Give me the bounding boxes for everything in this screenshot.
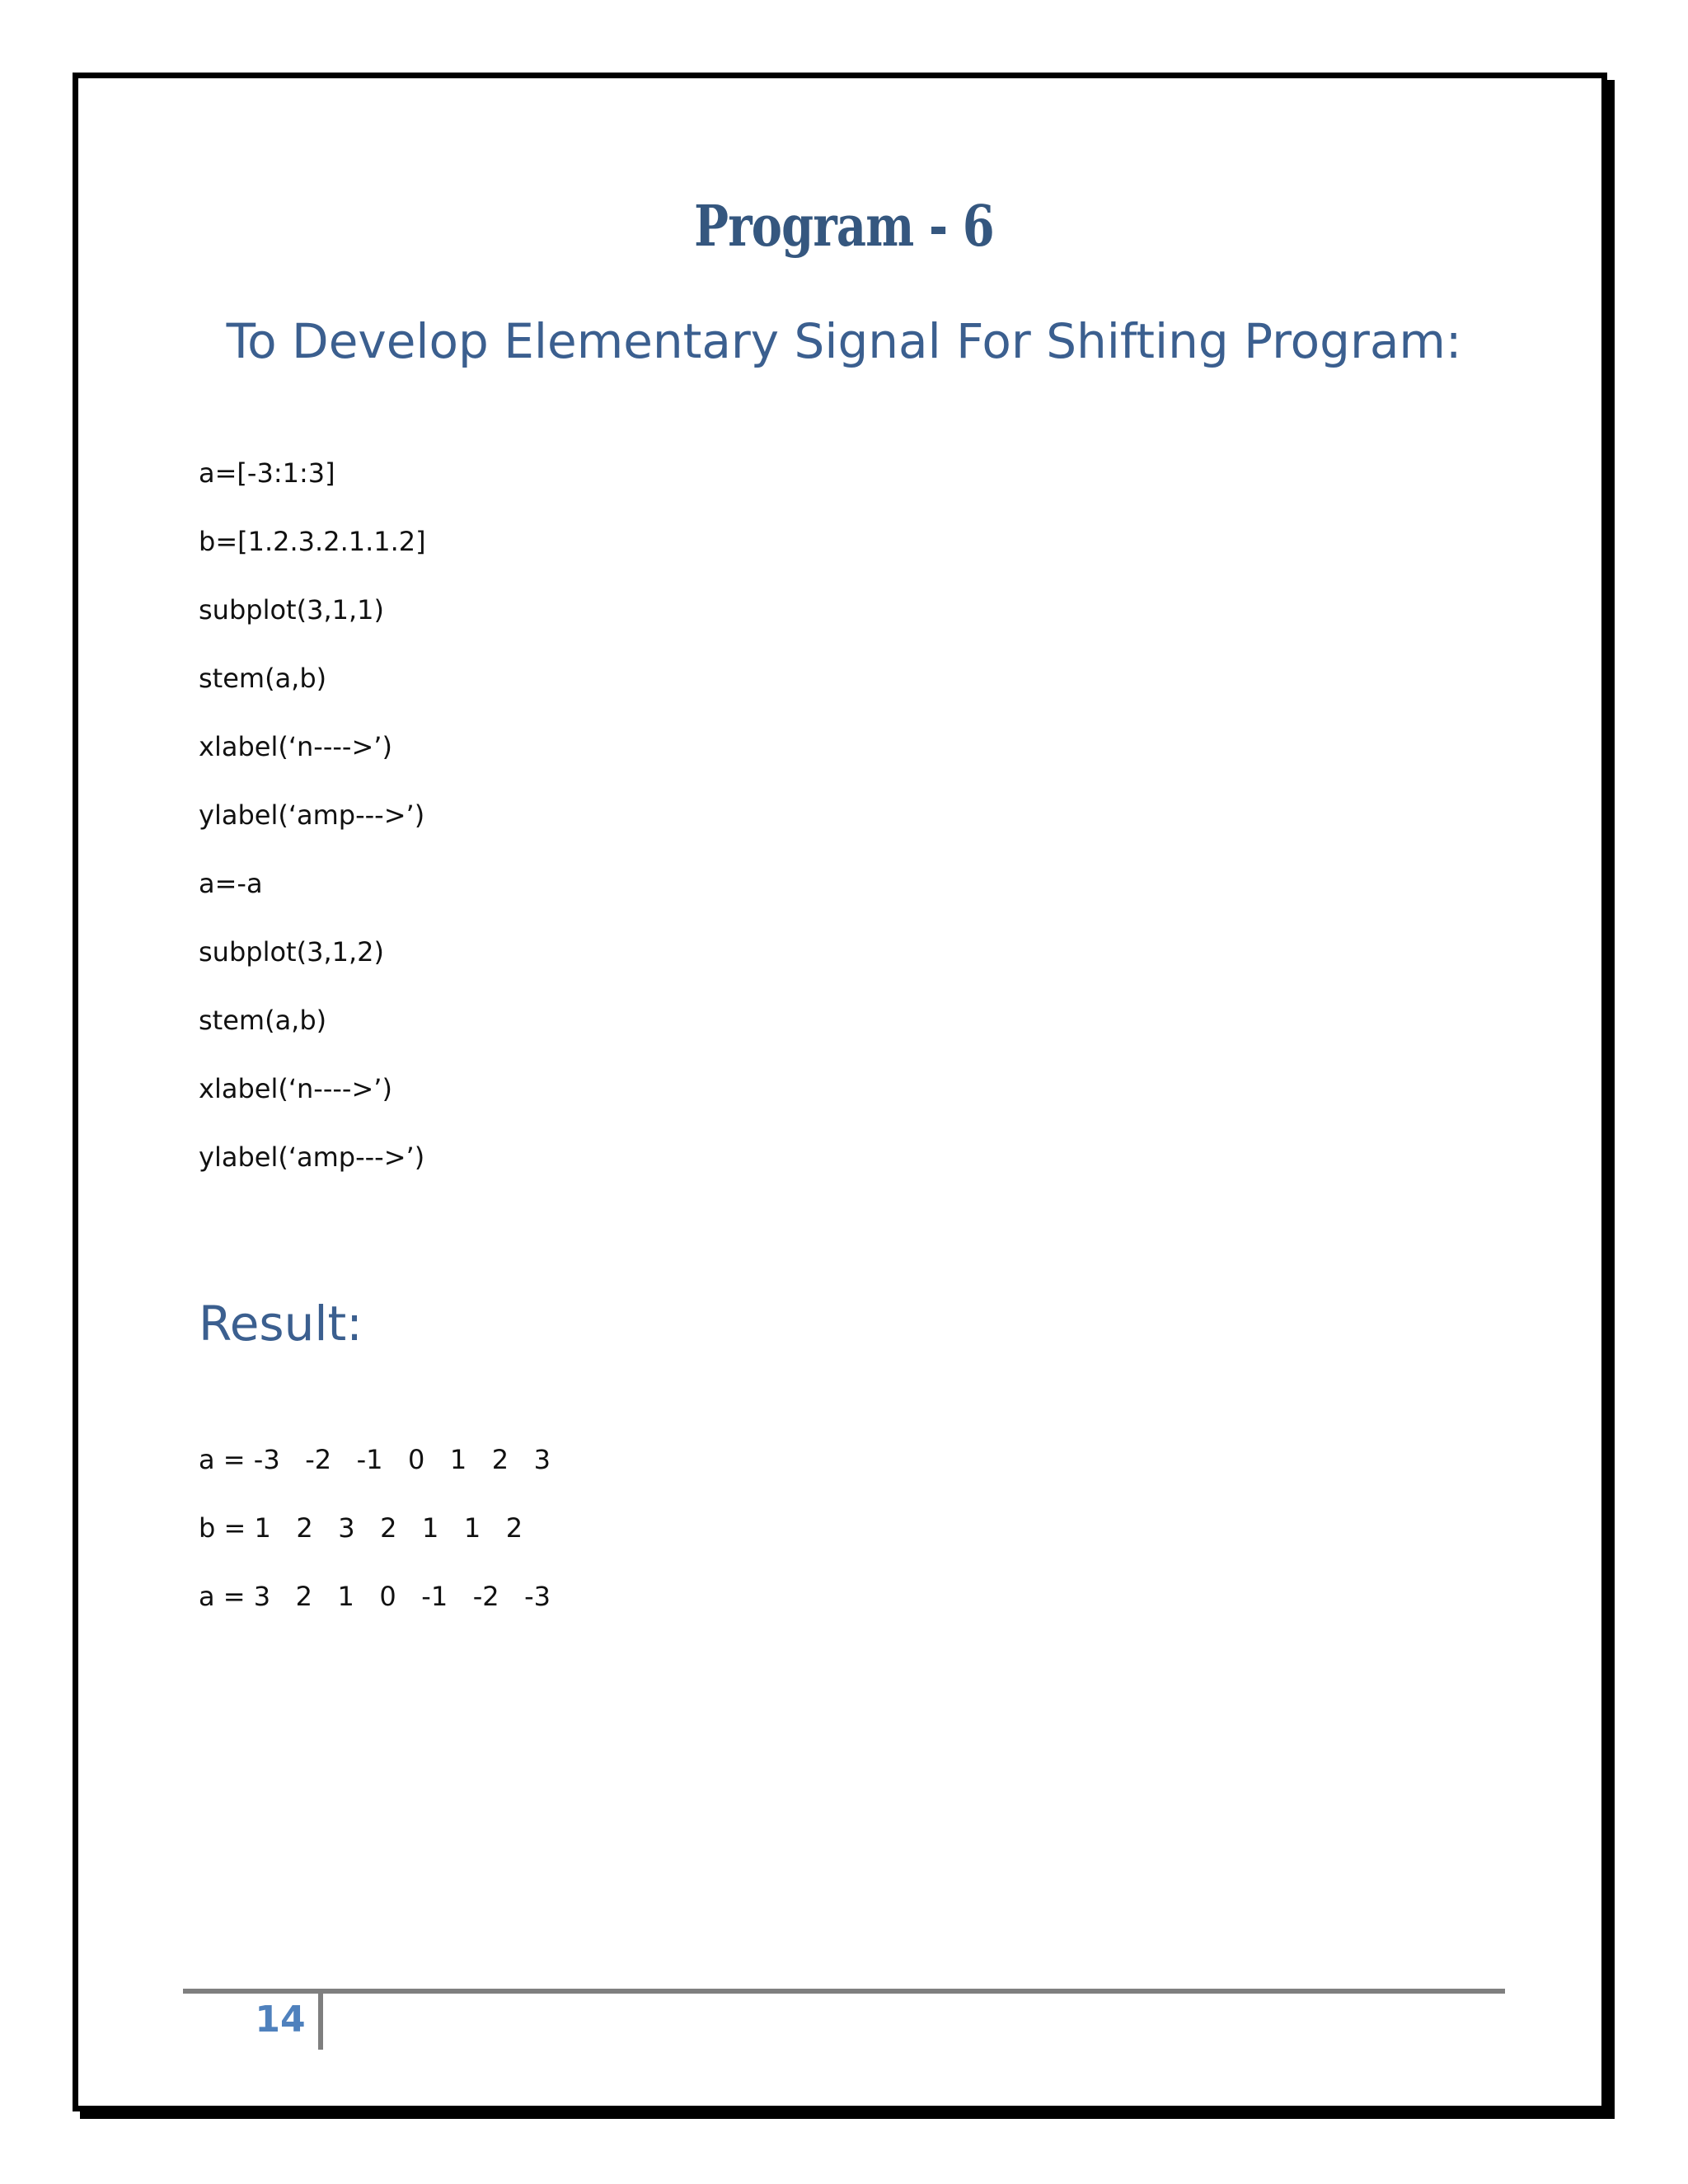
program-title: Program - 6 <box>694 194 994 260</box>
footer-rule <box>183 1989 1505 1994</box>
page-number: 14 <box>255 1999 306 2041</box>
program-subtitle: To Develop Elementary Signal For Shifting Program: <box>226 313 1462 369</box>
result-line: a = -3 -2 -1 0 1 2 3 <box>199 1444 551 1475</box>
code-line: subplot(3,1,1) <box>199 594 384 626</box>
code-line: subplot(3,1,2) <box>199 936 384 968</box>
code-block <box>199 452 426 1204</box>
code-line: a=-a <box>199 868 263 899</box>
code-line: xlabel(‘n---->’) <box>199 1073 392 1104</box>
code-line: a=[-3:1:3] <box>199 457 335 489</box>
code-line: ylabel(‘amp--->’) <box>199 1141 425 1173</box>
result-line: b = 1 2 3 2 1 1 2 <box>199 1512 523 1544</box>
result-block <box>199 1438 551 1643</box>
code-line: ylabel(‘amp--->’) <box>199 799 425 831</box>
result-heading: Result: <box>199 1296 363 1352</box>
code-line: stem(a,b) <box>199 1005 327 1036</box>
code-line: xlabel(‘n---->’) <box>199 731 392 762</box>
code-line: b=[1.2.3.2.1.1.2] <box>199 526 426 557</box>
result-line: a = 3 2 1 0 -1 -2 -3 <box>199 1581 551 1612</box>
code-line: stem(a,b) <box>199 663 327 694</box>
footer-divider <box>318 1992 323 2050</box>
